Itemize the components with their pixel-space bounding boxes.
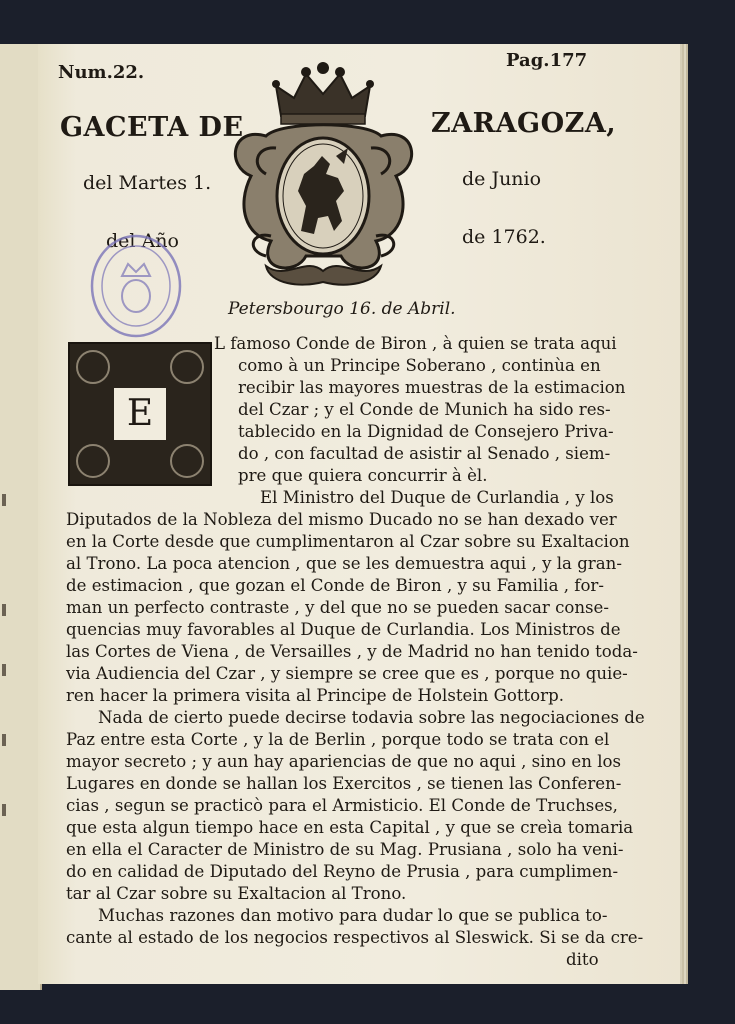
issue-number: Num.22. (58, 62, 145, 83)
body-line: man un perfecto contraste , y del que no se pueden sacar conse- (66, 598, 609, 617)
edge-mark (2, 604, 6, 616)
dateline: Petersbourgo 16. de Abril. (228, 299, 456, 319)
body-line: tar al Czar sobre su Exaltacion al Trono. (66, 884, 407, 903)
body-line: Nada de cierto puede decirse todavia sobre las negociaciones de (98, 708, 645, 727)
body-line: pre que quiera concurrir à èl. (238, 466, 488, 485)
body-line: en ella el Caracter de Ministro de su Mag. Prusiana , solo ha veni- (66, 840, 624, 859)
body-line: tablecido en la Dignidad de Consejero Priva- (238, 422, 614, 441)
left-page-edge (0, 44, 42, 990)
edge-mark (2, 494, 6, 506)
body-line: del Czar ; y el Conde de Munich ha sido res- (238, 400, 611, 419)
ornament-icon (76, 444, 110, 478)
body-line: quencias muy favorables al Duque de Curlandia. Los Ministros de (66, 620, 621, 639)
edge-mark (2, 734, 6, 746)
body-line: las Cortes de Viena , de Versailles , y de Madrid no han tenido toda- (66, 642, 638, 661)
decorated-initial (68, 342, 212, 486)
body-line: que esta algun tiempo hace en esta Capital , y que se creìa tomaria (66, 818, 634, 837)
newspaper-page (38, 44, 680, 984)
body-line: do , con facultad de asistir al Senado , siem- (238, 444, 611, 463)
body-line: de estimacion , que gozan el Conde de Biron , y su Familia , for- (66, 576, 604, 595)
page-number: Pag.177 (506, 50, 588, 71)
scan-background (690, 0, 735, 1024)
title-left: GACETA DE (60, 112, 244, 143)
body-line: mayor secreto ; y aun hay apariencias de que no aqui , sino en los (66, 752, 622, 771)
date-left: del Martes 1. (83, 172, 212, 194)
initial-letter: E (112, 386, 168, 442)
body-line: L famoso Conde de Biron , à quien se trata aqui (214, 334, 617, 353)
body-line: Lugares en donde se hallan los Exercitos , se tienen las Conferen- (66, 774, 622, 793)
edge-mark (2, 804, 6, 816)
body-line: cias , segun se practicò para el Armisticio. El Conde de Truchses, (66, 796, 618, 815)
body-line: como à un Principe Soberano , continùa en (238, 356, 601, 375)
year-left: del Año (106, 230, 179, 252)
coat-of-arms-icon (226, 56, 421, 292)
edge-mark (2, 664, 6, 676)
ornament-icon (76, 350, 110, 384)
title-right: ZARAGOZA, (431, 108, 617, 139)
body-line: via Audiencia del Czar , y siempre se cree que es , porque no quie- (66, 664, 628, 683)
catchword: dito (566, 950, 599, 969)
body-line: Diputados de la Nobleza del mismo Ducado no se han dexado ver (66, 510, 617, 529)
library-stamp-icon (88, 232, 184, 340)
ornament-icon (170, 444, 204, 478)
body-line: Paz entre esta Corte , y la de Berlin , porque todo se trata con el (66, 730, 610, 749)
date-right: de Junio (462, 168, 542, 190)
body-line: do en calidad de Diputado del Reyno de Prusia , para cumplimen- (66, 862, 619, 881)
body-line: ren hacer la primera visita al Principe de Holstein Gottorp. (66, 686, 564, 705)
body-line: al Trono. La poca atencion , que se les demuestra aqui , y la gran- (66, 554, 622, 573)
body-line: recibir las mayores muestras de la estimacion (238, 378, 626, 397)
year-right: de 1762. (462, 226, 546, 248)
body-line: en la Corte desde que cumplimentaron al Czar sobre su Exaltacion (66, 532, 630, 551)
body-line: Muchas razones dan motivo para dudar lo que se publica to- (98, 906, 608, 925)
body-line: cante al estado de los negocios respectivos al Sleswick. Si se da cre- (66, 928, 644, 947)
ornament-icon (170, 350, 204, 384)
body-line: El Ministro del Duque de Curlandia , y los (260, 488, 614, 507)
